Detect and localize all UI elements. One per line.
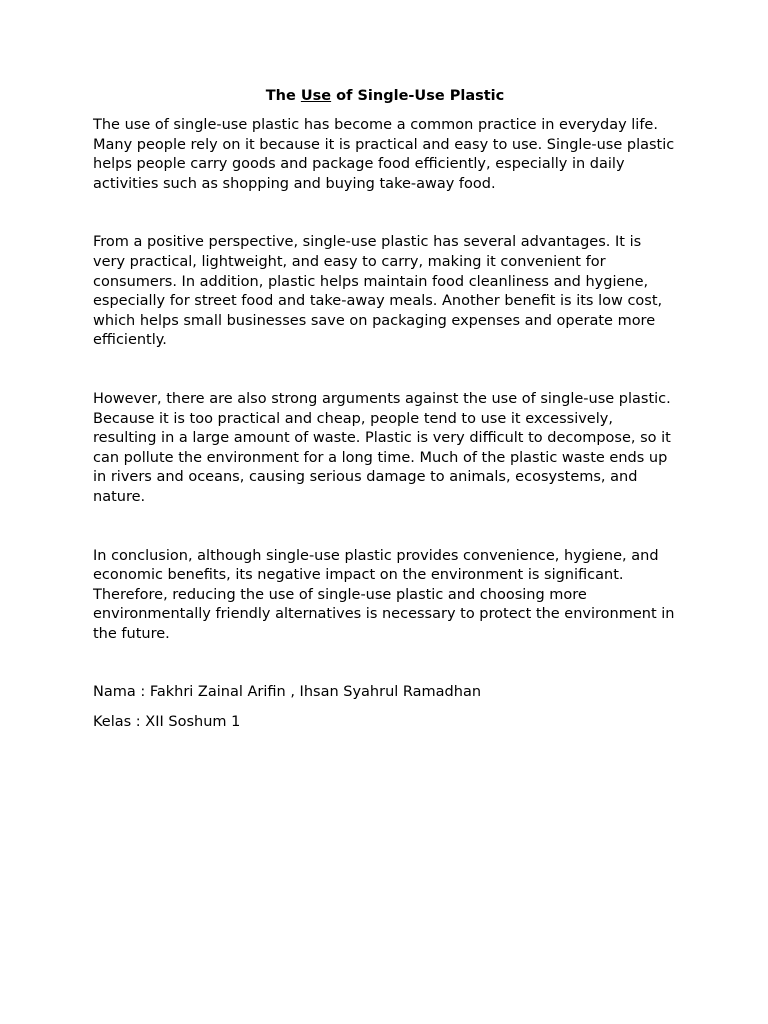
paragraph-advantages: From a positive perspective, single-use plastic has several advantages. It is very practical, lightweight, and easy to carry, making it convenient for consumers. In addition, plastic helps maintain food cleanliness and hygiene, especially for street food and take-away meals. Another benefit is its low cost, which helps small businesses save on packaging expenses and operate more efficiently.	[93, 234, 663, 349]
paragraph-spacer	[93, 194, 677, 233]
title-part-underlined: Use	[300, 88, 332, 104]
class-info: Kelas : XII Soshum 1	[93, 714, 241, 731]
paragraph-disadvantages: However, there are also strong arguments against the use of single-use plastic. Because it is too practical and cheap, people tend to use it excessively, resulting in a large amount of waste. Plastic is very difficult to decompose, so it can pollute the environment for a long time. Much of the plastic waste ends up in rivers and oceans, causing serious damage to animals, ecosystems, and nature.	[93, 390, 671, 505]
paragraph-spacer	[93, 351, 677, 390]
paragraph-spacer	[93, 644, 677, 683]
paragraph-spacer	[93, 508, 677, 547]
document-body	[93, 86, 677, 733]
paragraph-introduction: The use of single-use plastic has become a common practice in everyday life. Many people rely on it because it is practical and easy to use. Single-use plastic helps people carry goods and package food efficiently, especially in daily activities such as shopping and buying take-away food.	[93, 117, 675, 192]
paragraph-conclusion: In conclusion, although single-use plastic provides convenience, hygiene, and economic benefits, its negative impact on the environment is significant. Therefore, reducing the use of single-use plastic and choosing more environmentally friendly alternatives is necessary to protect the environment in the future.	[93, 547, 675, 642]
author-names: Nama : Fakhri Zainal Arifin , Ihsan Syahrul Ramadhan	[93, 684, 482, 701]
document-title	[93, 86, 677, 106]
title-part-1: The	[265, 88, 301, 104]
line-spacer	[93, 703, 677, 713]
title-part-3: of Single-Use Plastic	[331, 88, 505, 104]
